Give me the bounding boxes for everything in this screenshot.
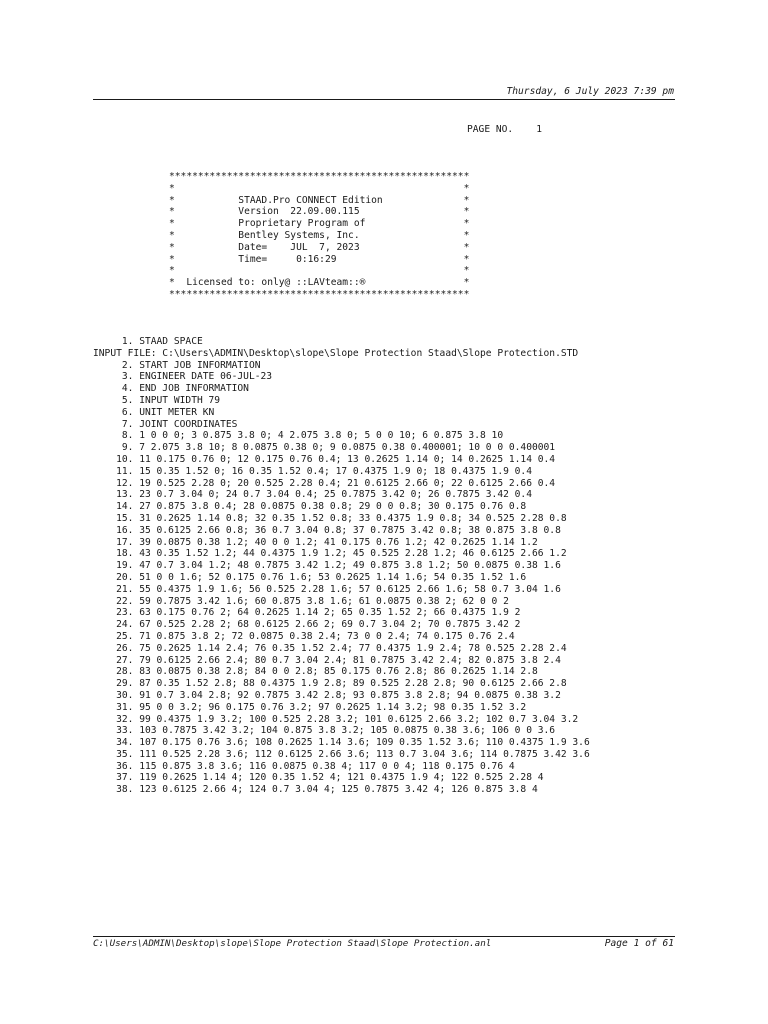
input-line: 14. 27 0.875 3.8 0.4; 28 0.0875 0.38 0.8; 29 0 0 0.8; 30 0.175 0.76 0.8: [93, 501, 527, 513]
input-line: 8. 1 0 0 0; 3 0.875 3.8 0; 4 2.075 3.8 0; 5 0 0 10; 6 0.875 3.8 10: [93, 430, 504, 442]
banner-line: * STAAD.Pro CONNECT Edition *: [169, 194, 470, 206]
input-line: 27. 79 0.6125 2.66 2.4; 80 0.7 3.04 2.4; 81 0.7875 3.42 2.4; 82 0.875 3.8 2.4: [93, 654, 561, 666]
input-line: 1. STAAD SPACE: [93, 336, 203, 347]
program-banner: [169, 171, 469, 301]
input-line: 9. 7 2.075 3.8 10; 8 0.0875 0.38 0; 9 0.0875 0.38 0.400001; 10 0 0 0.400001: [93, 442, 556, 454]
input-line: 20. 51 0 0 1.6; 52 0.175 0.76 1.6; 53 0.2625 1.14 1.6; 54 0.35 1.52 1.6: [93, 571, 527, 583]
input-line: 10. 11 0.175 0.76 0; 12 0.175 0.76 0.4; 13 0.2625 1.14 0; 14 0.2625 1.14 0.4: [93, 453, 556, 465]
input-line: 2. START JOB INFORMATION: [93, 359, 261, 371]
input-line: 24. 67 0.525 2.28 2; 68 0.6125 2.66 2; 69 0.7 3.04 2; 70 0.7875 3.42 2: [93, 619, 521, 631]
banner-line: * Bentley Systems, Inc. *: [169, 229, 470, 241]
input-line: 26. 75 0.2625 1.14 2.4; 76 0.35 1.52 2.4; 77 0.4375 1.9 2.4; 78 0.525 2.28 2.4: [93, 642, 567, 654]
input-line: 17. 39 0.0875 0.38 1.2; 40 0 0 1.2; 41 0.175 0.76 1.2; 42 0.2625 1.14 1.2: [93, 536, 538, 548]
input-line: 19. 47 0.7 3.04 1.2; 48 0.7875 3.42 1.2; 49 0.875 3.8 1.2; 50 0.0875 0.38 1.6: [93, 560, 561, 572]
banner-line: * Time= 0:16:29 *: [169, 253, 470, 265]
input-line: 35. 111 0.525 2.28 3.6; 112 0.6125 2.66 3.6; 113 0.7 3.04 3.6; 114 0.7875 3.42 3.6: [93, 748, 590, 760]
page-number: PAGE NO. 1: [467, 124, 543, 135]
input-line: 34. 107 0.175 0.76 3.6; 108 0.2625 1.14 3.6; 109 0.35 1.52 3.6; 110 0.4375 1.9 3.6: [93, 737, 590, 749]
input-line: 12. 19 0.525 2.28 0; 20 0.525 2.28 0.4; 21 0.6125 2.66 0; 22 0.6125 2.66 0.4: [93, 477, 556, 489]
footer-file-path: C:\Users\ADMIN\Desktop\slope\Slope Protection Staad\Slope Protection.anl: [93, 938, 492, 949]
banner-line: * Licensed to: only@ ::LAVteam::® *: [169, 277, 470, 289]
input-line: 11. 15 0.35 1.52 0; 16 0.35 1.52 0.4; 17 0.4375 1.9 0; 18 0.4375 1.9 0.4: [93, 465, 532, 477]
input-line: 28. 83 0.0875 0.38 2.8; 84 0 0 2.8; 85 0.175 0.76 2.8; 86 0.2625 1.14 2.8: [93, 666, 538, 678]
input-line: 38. 123 0.6125 2.66 4; 124 0.7 3.04 4; 125 0.7875 3.42 4; 126 0.875 3.8 4: [93, 784, 538, 796]
input-line: 25. 71 0.875 3.8 2; 72 0.0875 0.38 2.4; 73 0 0 2.4; 74 0.175 0.76 2.4: [93, 630, 515, 642]
input-line: 3. ENGINEER DATE 06-JUL-23: [93, 371, 273, 383]
input-line: 23. 63 0.175 0.76 2; 64 0.2625 1.14 2; 65 0.35 1.52 2; 66 0.4375 1.9 2: [93, 607, 521, 619]
banner-line: * Proprietary Program of *: [169, 218, 470, 230]
input-line: 7. JOINT COORDINATES: [93, 418, 238, 430]
input-line: 4. END JOB INFORMATION: [93, 383, 249, 395]
input-line: 5. INPUT WIDTH 79: [93, 394, 221, 406]
input-listing: [93, 336, 590, 796]
banner-line: * Date= JUL 7, 2023 *: [169, 241, 470, 253]
footer-page-count: Page 1 of 61: [604, 938, 674, 949]
banner-line: * *: [169, 265, 470, 277]
banner-line: ****************************************************: [169, 171, 470, 182]
input-line: 29. 87 0.35 1.52 2.8; 88 0.4375 1.9 2.8; 89 0.525 2.28 2.8; 90 0.6125 2.66 2.8: [93, 678, 567, 690]
banner-line: * *: [169, 182, 470, 194]
input-line: 22. 59 0.7875 3.42 1.6; 60 0.875 3.8 1.6; 61 0.0875 0.38 2; 62 0 0 2: [93, 595, 509, 607]
input-line: 15. 31 0.2625 1.14 0.8; 32 0.35 1.52 0.8; 33 0.4375 1.9 0.8; 34 0.525 2.28 0.8: [93, 512, 567, 524]
input-line: 30. 91 0.7 3.04 2.8; 92 0.7875 3.42 2.8; 93 0.875 3.8 2.8; 94 0.0875 0.38 3.2: [93, 689, 561, 701]
banner-line: * Version 22.09.00.115 *: [169, 206, 470, 218]
input-line: 21. 55 0.4375 1.9 1.6; 56 0.525 2.28 1.6; 57 0.6125 2.66 1.6; 58 0.7 3.04 1.6: [93, 583, 561, 595]
header-divider: [93, 99, 675, 100]
input-line: 16. 35 0.6125 2.66 0.8; 36 0.7 3.04 0.8; 37 0.7875 3.42 0.8; 38 0.875 3.8 0.8: [93, 524, 561, 536]
input-line: INPUT FILE: C:\Users\ADMIN\Desktop\slope\Slope Protection Staad\Slope Protection.STD: [93, 347, 579, 359]
input-line: 13. 23 0.7 3.04 0; 24 0.7 3.04 0.4; 25 0.7875 3.42 0; 26 0.7875 3.42 0.4: [93, 489, 532, 501]
input-line: 6. UNIT METER KN: [93, 406, 215, 418]
header-datetime: Thursday, 6 July 2023 7:39 pm: [506, 86, 674, 97]
input-line: 37. 119 0.2625 1.14 4; 120 0.35 1.52 4; 121 0.4375 1.9 4; 122 0.525 2.28 4: [93, 772, 544, 784]
input-line: 32. 99 0.4375 1.9 3.2; 100 0.525 2.28 3.2; 101 0.6125 2.66 3.2; 102 0.7 3.04 3.2: [93, 713, 579, 725]
input-line: 31. 95 0 0 3.2; 96 0.175 0.76 3.2; 97 0.2625 1.14 3.2; 98 0.35 1.52 3.2: [93, 701, 527, 713]
input-line: 33. 103 0.7875 3.42 3.2; 104 0.875 3.8 3.2; 105 0.0875 0.38 3.6; 106 0 0 3.6: [93, 725, 556, 737]
input-line: 36. 115 0.875 3.8 3.6; 116 0.0875 0.38 4; 117 0 0 4; 118 0.175 0.76 4: [93, 760, 515, 772]
input-line: 18. 43 0.35 1.52 1.2; 44 0.4375 1.9 1.2; 45 0.525 2.28 1.2; 46 0.6125 2.66 1.2: [93, 548, 567, 560]
footer-divider: [93, 936, 675, 937]
banner-line: ****************************************************: [169, 288, 470, 300]
